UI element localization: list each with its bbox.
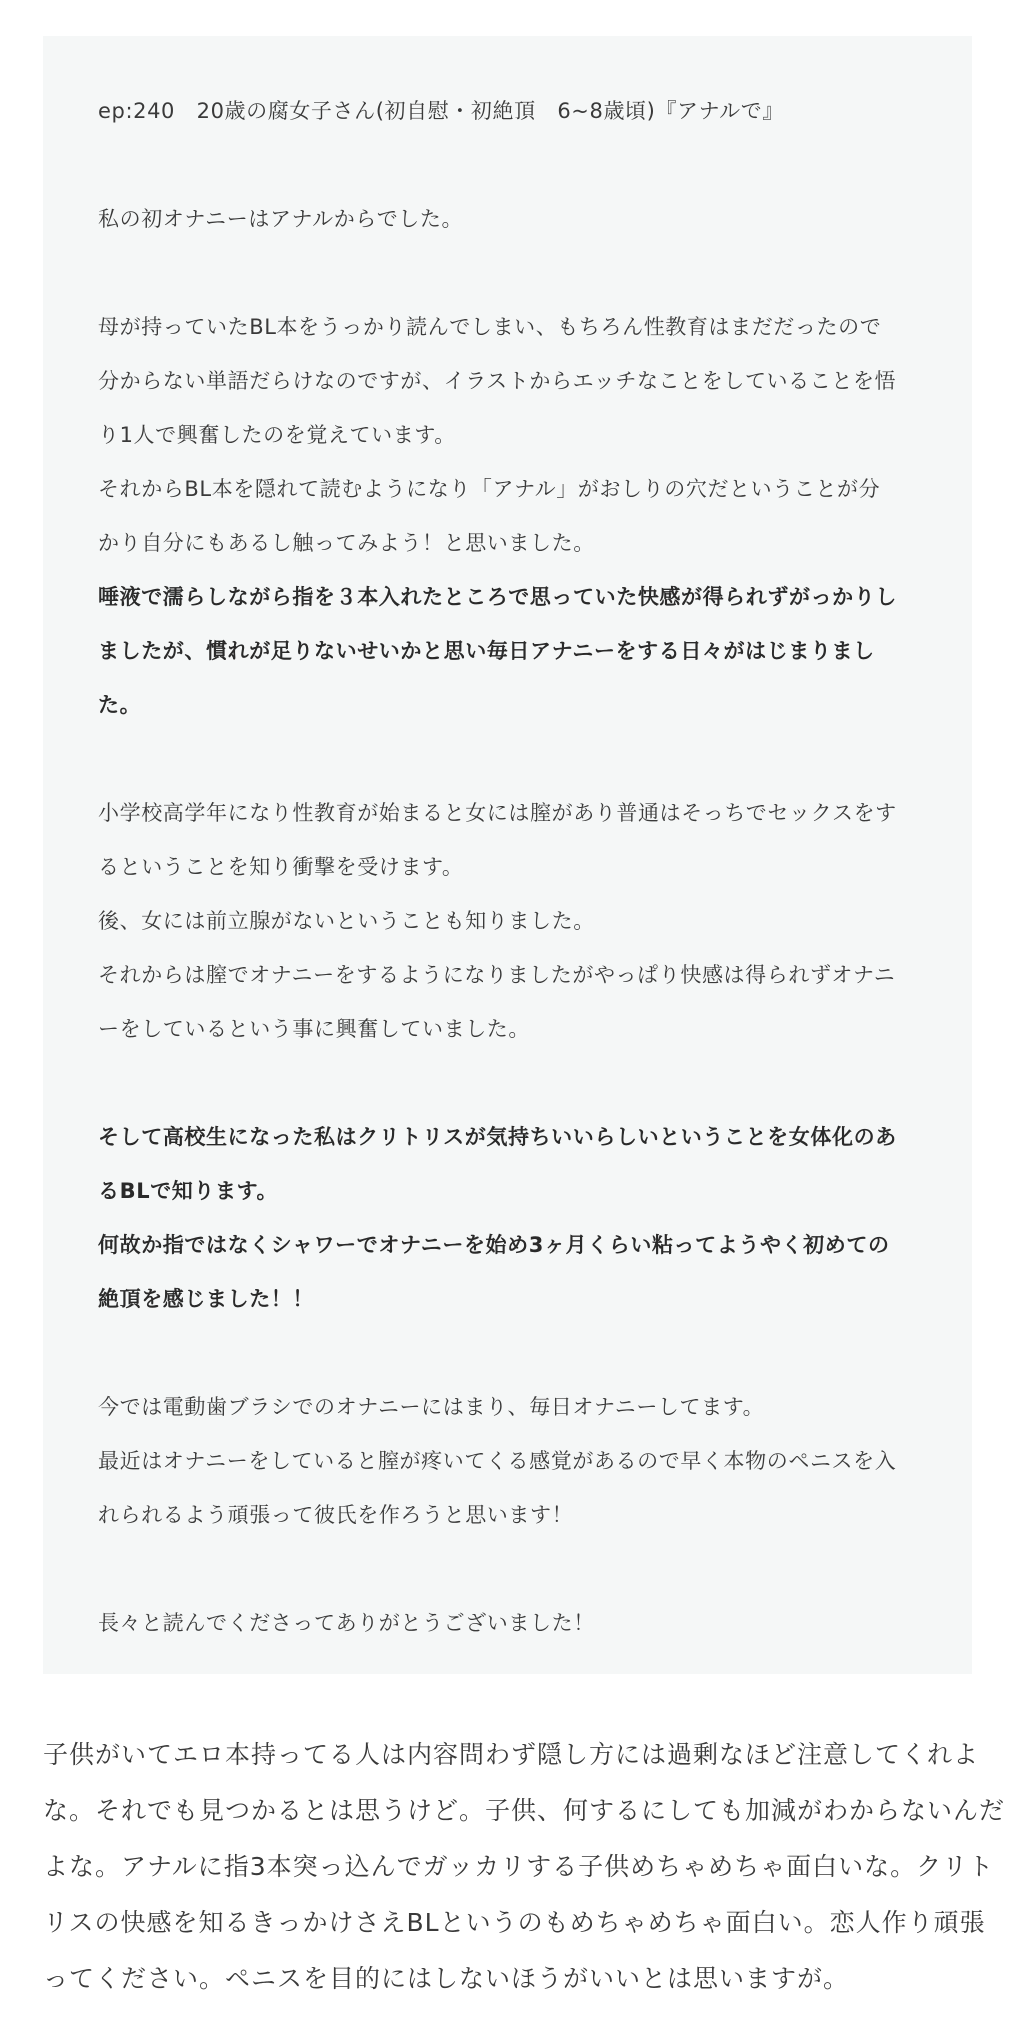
paragraph-line: り1人で興奮したのを覚えています。 xyxy=(98,423,456,447)
quoted-submission xyxy=(43,36,972,1674)
comment-line: 子供がいてエロ本持ってる人は内容問わず隠し方には過剰なほど注意してくれよ xyxy=(43,1740,980,1769)
bold-paragraph-line: そして高校生になった私はクリトリスが気持ちいいらしいということを女体化のあ xyxy=(98,1125,897,1149)
paragraph-line: れられるよう頑張って彼氏を作ろうと思います！ xyxy=(98,1503,574,1527)
spacer xyxy=(98,246,917,300)
paragraph-line: 私の初オナニーはアナルからでした。 xyxy=(98,207,464,231)
comment-line: リスの快感を知るきっかけさえBLというのもめちゃめちゃ面白い。恋人作り頑張 xyxy=(43,1908,986,1937)
bold-paragraph-line: 何故か指ではなくシャワーでオナニーを始め3ヶ月くらい粘ってようやく初めての xyxy=(98,1233,890,1257)
comment-line: ってください。ペニスを目的にはしないほうがいいとは思いますが。 xyxy=(43,1964,850,1993)
paragraph-line: るということを知り衝撃を受けます。 xyxy=(98,855,464,879)
spacer xyxy=(98,1542,917,1596)
bold-paragraph-line: ましたが、慣れが足りないせいかと思い毎日アナニーをする日々がはじまりまし xyxy=(98,639,875,663)
closing-line: 長々と読んでくださってありがとうございました！ xyxy=(98,1611,595,1635)
spacer xyxy=(98,1056,917,1110)
paragraph-line: ーをしているという事に興奮していました。 xyxy=(98,1017,530,1041)
paragraph-line: それからは膣でオナニーをするようになりましたがやっぱり快感は得られずオナニ xyxy=(98,963,896,987)
bold-paragraph-line: た。 xyxy=(98,693,142,717)
paragraph-line: 小学校高学年になり性教育が始まると女には膣があり普通はそっちでセックスをす xyxy=(98,801,897,825)
spacer xyxy=(98,138,917,192)
paragraph-line: それからBL本を隠れて読むようになり「アナル」がおしりの穴だということが分 xyxy=(98,477,881,501)
comment-line: な。それでも見つかるとは思うけど。子供、何するにしても加減がわからないんだ xyxy=(43,1796,1006,1825)
paragraph-line: 分からない単語だらけなのですが、イラストからエッチなことをしていることを悟 xyxy=(98,369,897,393)
spacer xyxy=(98,732,917,786)
paragraph-line: 今では電動歯ブラシでのオナニーにはまり、毎日オナニーしてます。 xyxy=(98,1395,765,1419)
paragraph-line: 母が持っていたBL本をうっかり読んでしまい、もちろん性教育はまだだったので xyxy=(98,315,882,339)
comment-line: よな。アナルに指3本突っ込んでガッカリする子供めちゃめちゃ面白いな。クリト xyxy=(43,1852,995,1881)
submission-title: ep:240 20歳の腐女子さん(初自慰・初絶頂 6~8歳頃)『アナルで』 xyxy=(98,99,784,123)
paragraph-line: 後、女には前立腺がないということも知りました。 xyxy=(98,909,595,933)
paragraph-line: かり自分にもあるし触ってみよう！と思いました。 xyxy=(98,531,595,555)
bold-paragraph-line: るBLで知ります。 xyxy=(98,1179,279,1203)
bold-paragraph-line: 唾液で濡らしながら指を３本入れたところで思っていた快感が得られずがっかりし xyxy=(98,585,897,609)
bold-paragraph-line: 絶頂を感じました！！ xyxy=(98,1287,314,1311)
spacer xyxy=(98,1326,917,1380)
editor-comment xyxy=(43,1727,1006,2007)
paragraph-line: 最近はオナニーをしていると膣が疼いてくる感覚があるので早く本物のペニスを入 xyxy=(98,1449,897,1473)
